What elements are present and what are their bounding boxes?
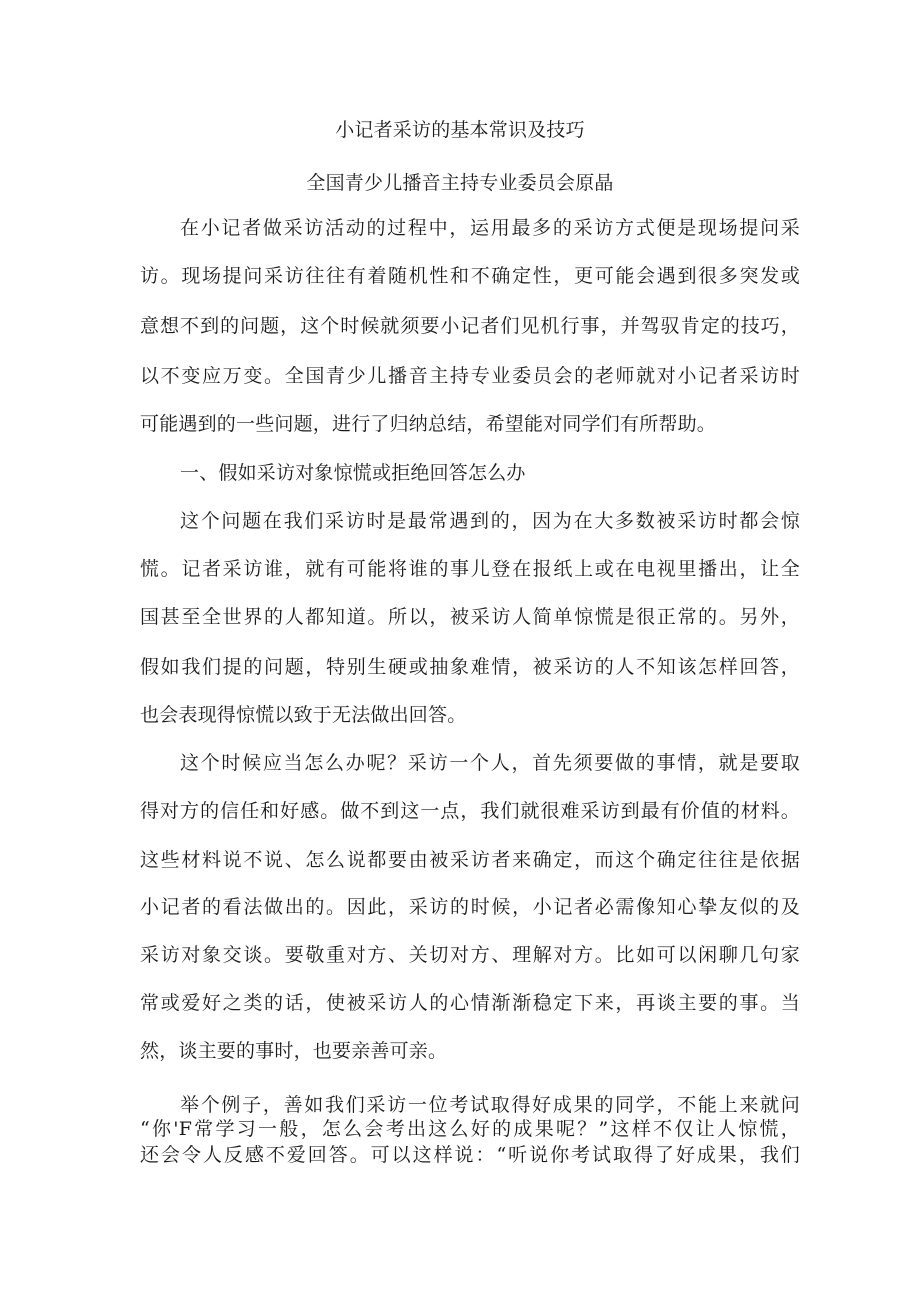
paragraph-line: 还会令人反感不爱回答。可以这样说：“听说你考试取得了好成果，我们 bbox=[140, 1144, 800, 1166]
paragraph-line: 采访对象交谈。要敬重对方、关切对方、理解对方。比如可以闲聊几句家 bbox=[140, 944, 800, 966]
paragraph-line: 可能遇到的一些问题，进行了归纳总结，希望能对同学们有所帮助。 bbox=[140, 413, 717, 435]
paragraph-line: 这些材料说不说、怎么说都要由被采访者来确定，而这个确定往往是依据 bbox=[140, 849, 800, 871]
paragraph-line: 举个例子，善如我们采访一位考试取得好成果的同学，不能上来就问 bbox=[180, 1094, 800, 1116]
paragraph-line: 意想不到的问题，这个时候就须要小记者们见机行事，并驾驭肯定的技巧， bbox=[140, 315, 800, 337]
paragraph-line: 国甚至全世界的人都知道。所以，被采访人简单惊慌是很正常的。另外， bbox=[140, 606, 800, 628]
document-author: 全国青少儿播音主持专业委员会原晶 bbox=[306, 172, 614, 194]
paragraph-line: 假如我们提的问题，特别生硬或抽象难情，被采访的人不知该怎样回答， bbox=[140, 656, 800, 678]
paragraph-line: 在小记者做采访活动的过程中，运用最多的采访方式便是现场提问采 bbox=[180, 217, 800, 239]
paragraph-line: 这个问题在我们采访时是最常遇到的，因为在大多数被采访时都会惊 bbox=[180, 510, 800, 532]
document-title: 小记者采访的基本常识及技巧 bbox=[335, 119, 585, 141]
paragraph-line: 以不变应万变。全国青少儿播音主持专业委员会的老师就对小记者采访时 bbox=[140, 365, 800, 387]
paragraph-line: “你'F常学习一般，怎么会考出这么好的成果呢？”这样不仅让人惊慌， bbox=[140, 1118, 800, 1140]
paragraph-line: 然，谈主要的事时，也要亲善可亲。 bbox=[140, 1040, 448, 1062]
paragraph-line: 得对方的信任和好感。做不到这一点，我们就很难采访到最有价值的材料。 bbox=[140, 800, 800, 822]
paragraph-line: 这个时候应当怎么办呢？采访一个人，首先须要做的事情，就是要取 bbox=[180, 752, 800, 774]
paragraph-line: 小记者的看法做出的。因此，采访的时候，小记者必需像知心挚友似的及 bbox=[140, 896, 800, 918]
section-heading: 一、假如采访对象惊慌或拒绝回答怎么办 bbox=[180, 462, 526, 484]
paragraph-line: 常或爱好之类的话，使被采访人的心情渐渐稳定下来，再谈主要的事。当 bbox=[140, 992, 800, 1014]
paragraph-line: 慌。记者采访谁，就有可能将谁的事儿登在报纸上或在电视里播出，让全 bbox=[140, 558, 800, 580]
paragraph-line: 也会表现得惊慌以致于无法做出回答。 bbox=[140, 704, 467, 726]
paragraph-line: 访。现场提问采访往往有着随机性和不确定性，更可能会遇到很多突发或 bbox=[140, 265, 800, 287]
